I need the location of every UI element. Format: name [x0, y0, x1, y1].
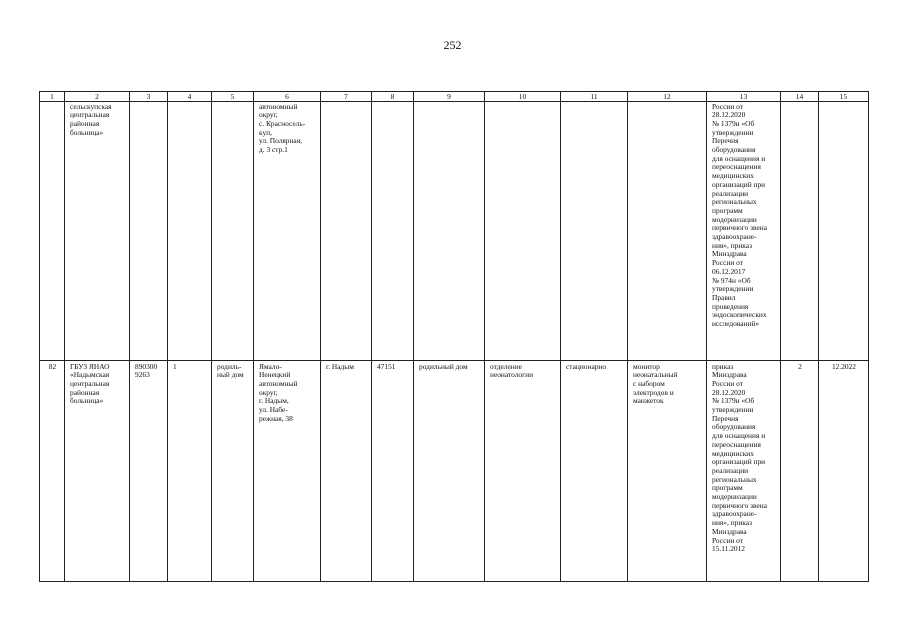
- cell-line: № 1379н «Об: [712, 118, 755, 128]
- cell-line: медицинских: [712, 171, 754, 181]
- cell-line: оборудования: [712, 145, 756, 155]
- cell-line: приказ: [712, 361, 734, 371]
- cell-line: ГБУЗ ЯНАО: [70, 361, 110, 371]
- cell-line: Минздрава: [712, 526, 747, 536]
- column-number: 14: [781, 92, 819, 102]
- cell-line: автономный: [259, 101, 298, 111]
- cell-facility-type: [212, 102, 254, 361]
- cell-line: медицинских: [712, 448, 754, 458]
- cell-inn: [130, 102, 168, 361]
- cell-line: режная, 38: [259, 413, 293, 423]
- cell-line: утверждении: [712, 284, 754, 294]
- cell-code: 47151: [372, 360, 414, 581]
- cell-amount: [781, 102, 819, 361]
- cell-amount: 2: [781, 360, 819, 581]
- cell-line: здравоохране-: [712, 232, 757, 242]
- cell-line: Правил: [712, 292, 736, 302]
- cell-line: № 974н «Об: [712, 275, 751, 285]
- cell-line: России от: [712, 258, 743, 268]
- column-number: 12: [628, 92, 707, 102]
- cell-line: организаций при: [712, 179, 766, 189]
- cell-equipment: [628, 102, 707, 361]
- cell-line: ул. Набе-: [259, 405, 288, 415]
- cell-line: № 1379н «Об: [712, 396, 755, 406]
- column-number: 6: [254, 92, 321, 102]
- cell-line: д. 3 стр.1: [259, 145, 288, 155]
- cell-line: Минздрава: [712, 249, 747, 259]
- cell-line: округ,: [259, 387, 278, 397]
- column-number: 9: [414, 92, 485, 102]
- table-row-continued: [40, 102, 869, 361]
- cell-quantity: [168, 102, 212, 361]
- cell-line: родиль-: [217, 361, 242, 371]
- cell-line: модернизации: [712, 492, 757, 502]
- cell-line: Перечня: [712, 136, 739, 146]
- cell-line: электродов и: [633, 387, 674, 397]
- cell-line: для оснащения и: [712, 153, 766, 163]
- cell-line: исследований»: [712, 319, 760, 329]
- cell-line: утверждении: [712, 405, 754, 415]
- column-number: 15: [819, 92, 869, 102]
- cell-line: манжеток: [633, 396, 664, 406]
- cell-care-conditions: стационарно: [561, 360, 628, 581]
- cell-line: Перечня: [712, 413, 739, 423]
- cell-legal-basis: [707, 102, 781, 361]
- cell-line: неонатологии: [490, 370, 534, 380]
- column-number: 3: [130, 92, 168, 102]
- cell-locality: [321, 102, 372, 361]
- cell-line: первичного звена: [712, 223, 768, 233]
- column-number: 13: [707, 92, 781, 102]
- cell-line: России от: [712, 378, 743, 388]
- page-number: 252: [443, 38, 462, 52]
- column-number: 7: [321, 92, 372, 102]
- cell-line: 890300: [135, 361, 158, 371]
- cell-line: районная: [70, 118, 100, 128]
- cell-line: Минздрава: [712, 370, 747, 380]
- cell-date: 12.2022: [819, 360, 869, 581]
- cell-inn: [130, 360, 168, 581]
- column-number: 5: [212, 92, 254, 102]
- cell-facility-type: [212, 360, 254, 581]
- cell-line: г. Надым,: [259, 396, 289, 406]
- cell-line: центральная: [70, 110, 110, 120]
- cell-line: автономный: [259, 378, 298, 388]
- column-number: 2: [65, 92, 130, 102]
- cell-line: первичного звена: [712, 500, 768, 510]
- cell-line: Ямало-: [259, 361, 282, 371]
- cell-number: 82: [40, 360, 65, 581]
- cell-department: [485, 102, 561, 361]
- cell-code: [372, 102, 414, 361]
- column-number: 1: [40, 92, 65, 102]
- cell-line: «Надымская: [70, 370, 110, 380]
- cell-line: центральная: [70, 378, 110, 388]
- cell-line: ния», приказ: [712, 518, 752, 528]
- cell-organization: [65, 102, 130, 361]
- cell-line: программ: [712, 205, 743, 215]
- cell-line: России от: [712, 101, 743, 111]
- column-number-row: [40, 92, 869, 102]
- cell-line: округ,: [259, 110, 278, 120]
- cell-line: 06.12.2017: [712, 266, 746, 276]
- cell-quantity: 1: [168, 360, 212, 581]
- cell-line: модернизации: [712, 214, 757, 224]
- cell-equipment: [628, 360, 707, 581]
- cell-line: отделение: [490, 361, 522, 371]
- cell-line: оборудования: [712, 422, 756, 432]
- cell-line: реализации: [712, 465, 749, 475]
- cell-line: утверждении: [712, 127, 754, 137]
- cell-line: проведения: [712, 301, 749, 311]
- cell-line: Ненецкий: [259, 370, 291, 380]
- cell-number: [40, 102, 65, 361]
- cell-address: [254, 360, 321, 581]
- cell-department: [485, 360, 561, 581]
- cell-line: ул. Полярная,: [259, 136, 302, 146]
- cell-care-conditions: [561, 102, 628, 361]
- cell-line: реализации: [712, 188, 749, 198]
- cell-line: районная: [70, 387, 100, 397]
- cell-line: куп,: [259, 127, 272, 137]
- cell-subdivision: родильный дом: [414, 360, 485, 581]
- cell-line: региональных: [712, 474, 757, 484]
- cell-subdivision: [414, 102, 485, 361]
- column-number: 4: [168, 92, 212, 102]
- cell-address: [254, 102, 321, 361]
- column-number: 8: [372, 92, 414, 102]
- table-row-82: [40, 360, 869, 581]
- cell-line: организаций при: [712, 457, 766, 467]
- equipment-table: [39, 91, 869, 582]
- cell-date: [819, 102, 869, 361]
- cell-line: с. Красносель-: [259, 118, 306, 128]
- cell-line: эндоскопических: [712, 310, 767, 320]
- cell-line: России от: [712, 535, 743, 545]
- cell-line: сельскупская: [70, 101, 112, 111]
- column-number: 10: [485, 92, 561, 102]
- cell-line: здравоохране-: [712, 509, 757, 519]
- cell-line: 28.12.2020: [712, 387, 746, 397]
- cell-line: региональных: [712, 197, 757, 207]
- cell-line: с набором: [633, 378, 665, 388]
- cell-line: больница»: [70, 127, 104, 137]
- cell-locality: г. Надым: [321, 360, 372, 581]
- cell-line: 15.11.2012: [712, 544, 745, 554]
- cell-line: переоснащения: [712, 162, 761, 172]
- cell-line: 28.12.2020: [712, 110, 746, 120]
- cell-line: переоснащения: [712, 439, 761, 449]
- cell-line: монитор: [633, 361, 660, 371]
- cell-organization: [65, 360, 130, 581]
- cell-line: для оснащения и: [712, 431, 766, 441]
- cell-line: неонатальный: [633, 370, 678, 380]
- cell-line: ный дом: [217, 370, 244, 380]
- column-number: 11: [561, 92, 628, 102]
- cell-line: ния», приказ: [712, 240, 752, 250]
- cell-line: больница»: [70, 396, 104, 406]
- cell-legal-basis: [707, 360, 781, 581]
- cell-line: 9263: [135, 370, 150, 380]
- cell-line: программ: [712, 483, 743, 493]
